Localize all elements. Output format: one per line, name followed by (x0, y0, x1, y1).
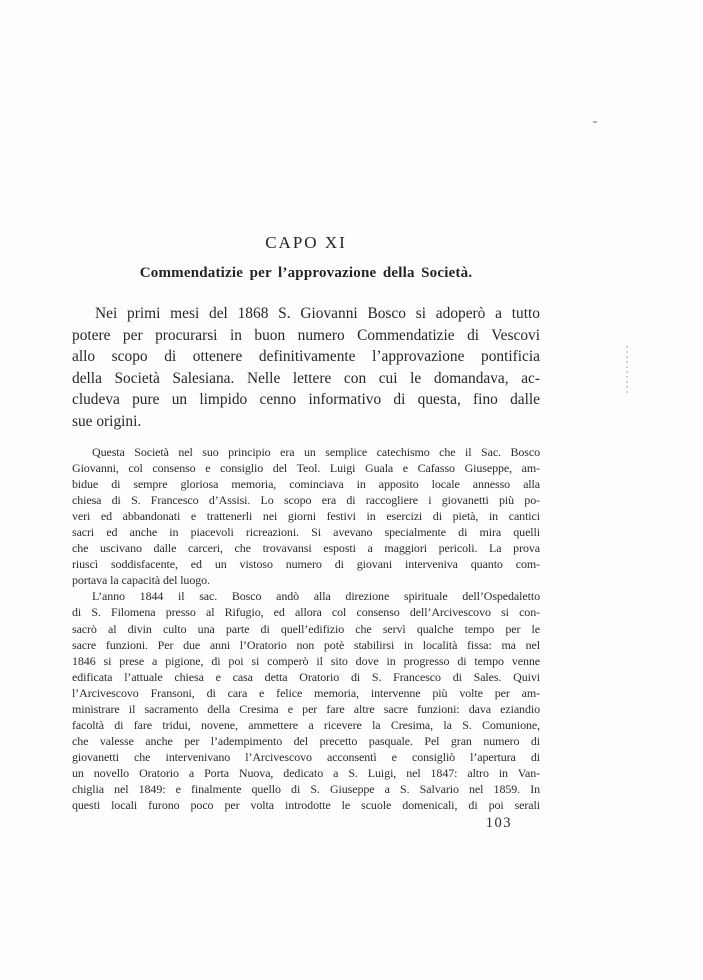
text-line: allo scopo di ottenere definitivamente l’approvazione pontificia (72, 348, 540, 365)
text-line: cludeva pure un limpido cenno informativo di questa, fino dalle (72, 391, 540, 408)
text-line: edificata l’attuale chiesa e casa detta Oratorio di S. Francesco di Sales. Quivi (72, 669, 540, 684)
text-line: chiesa di S. Francesco d’Assisi. Lo scopo era di raccogliere i giovanetti più po- (72, 493, 540, 508)
text-line: sue origini. (72, 412, 142, 430)
text-line: riuscì soddisfacente, ed un vistoso numero di giovani interveniva quanto com- (72, 557, 540, 572)
body-paragraphs (72, 444, 540, 813)
text-line: portava la capacità del luogo. (72, 573, 210, 588)
text-line: di S. Filomena presso al Rifugio, ed allora col consenso dell’Arcivescovo si con- (72, 605, 540, 620)
scan-artifact-dash (593, 121, 597, 123)
chapter-heading: CAPO XI (265, 233, 347, 252)
text-line: sacre funzioni. Per due anni l’Oratorio non potè stabilirsi in località fissa: ma nel (72, 637, 540, 652)
text-column (72, 0, 540, 980)
text-line: questi locali furono poco per volta introdotte le scuole domenicali, di poi serali (72, 798, 540, 813)
page-number: 103 (485, 815, 512, 831)
text-line: Nei primi mesi del 1868 S. Giovanni Bosco si adoperò a tutto (95, 305, 540, 322)
text-line: Questa Società nel suo principio era un semplice catechismo che il Sac. Bosco (92, 445, 540, 459)
text-line: sacrò al divin culto una parte di quell’edifizio che servì qualche tempo per le (72, 621, 540, 636)
text-line: 1846 si prese a pigione, di poi si comperò il sito dove in progresso di tempo venne (72, 653, 540, 668)
text-line: sacri ed anche in piacevoli ricreazioni. Si avevano specialmente di mira quelli (72, 525, 540, 540)
scan-artifact-dotted-line (626, 346, 628, 394)
text-line: l’Arcivescovo Fransoni, di cara e felice memoria, intervenne più volte per am- (72, 685, 540, 700)
text-line: facoltà di fare tridui, novene, ammettere a ricevere la Cresima, la S. Comunione, (72, 717, 540, 732)
text-line: che valesse anche per l’adempimento del precetto pasquale. Pel gran numero di (72, 733, 540, 748)
text-line: ministrare il sacramento della Cresima e per fare altre sacre funzioni: dava eziandio (72, 701, 540, 716)
text-line: veri ed abbandonati e trattenerli nei giorni festivi in esercizi di pietà, in cantici (72, 509, 540, 524)
text-line: della Società Salesiana. Nelle lettere con cui le domandava, ac- (72, 369, 540, 387)
text-line: L’anno 1844 il sac. Bosco andò alla direzione spirituale dell’Ospedaletto (92, 589, 540, 604)
text-line: chiglia nel 1849: e finalmente quello di S. Giuseppe a S. Salvario nel 1859. In (72, 781, 540, 796)
text-line: un novello Oratorio a Porta Nuova, dedicato a S. Luigi, nel 1847: altro in Van- (72, 765, 540, 780)
text-line: Giovanni, col consenso e consiglio del Teol. Luigi Guala e Cafasso Giuseppe, am- (72, 461, 540, 476)
text-line: bidue di sempre gloriosa memoria, cominciava in apposito locale annesso alla (72, 477, 540, 492)
text-line: che uscivano dalle carceri, che trovavansi esposti a maggiori pericoli. La prova (72, 541, 540, 556)
intro-paragraph (72, 303, 540, 432)
chapter-subtitle: Commendatizie per l’approvazione della Società. (139, 265, 473, 281)
text-line: giovanetti che intervenivano l’Arcivescovo acconsentì e consigliò l’apertura di (72, 749, 540, 764)
text-line: potere per procurarsi in buon numero Commendatizie di Vescovi (72, 326, 540, 344)
